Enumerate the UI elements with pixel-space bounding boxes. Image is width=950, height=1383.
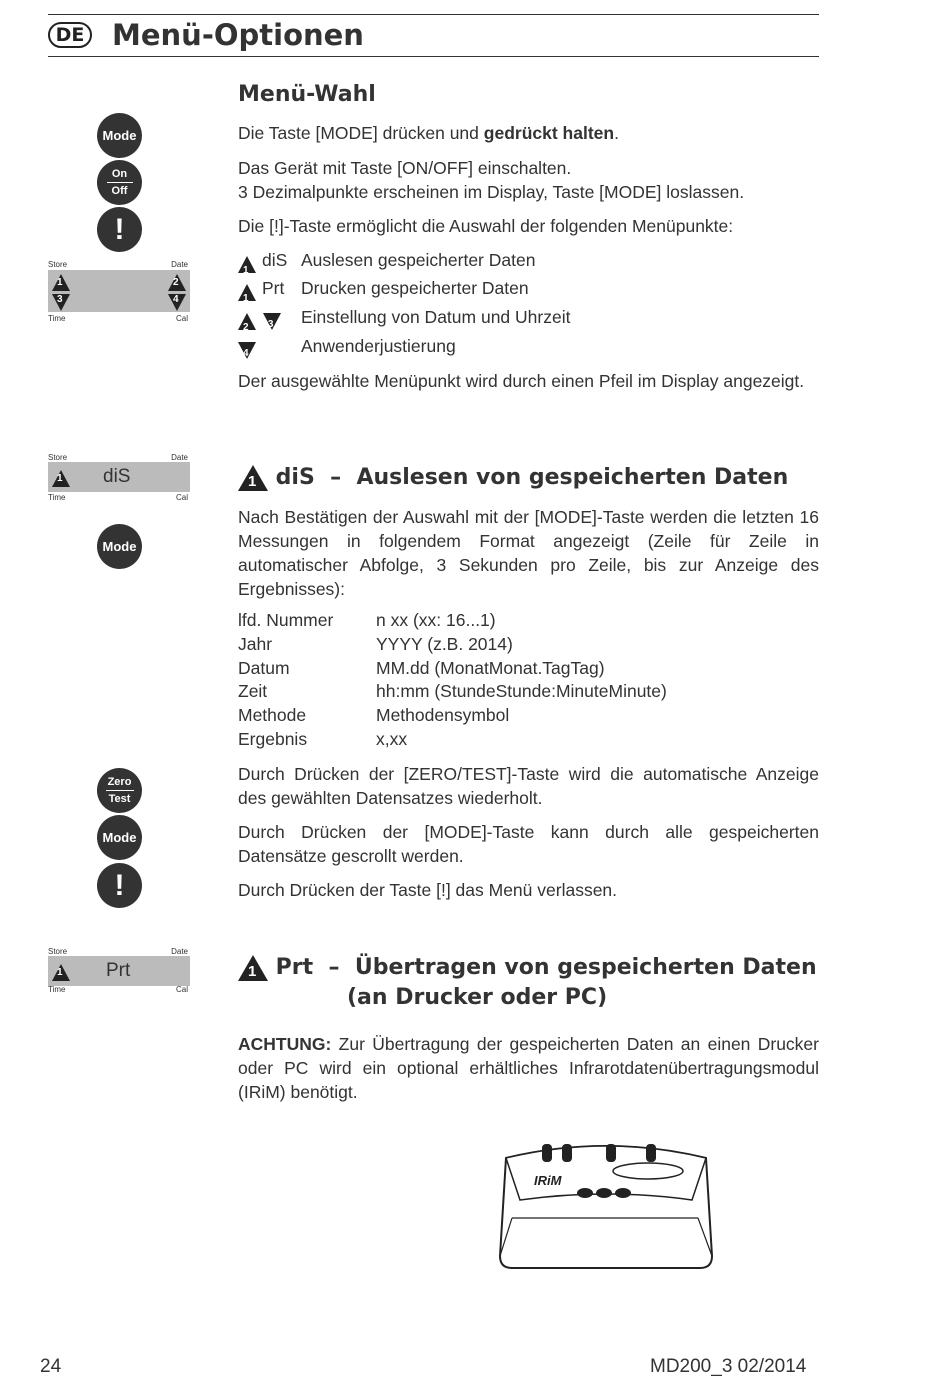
exclamation-button-icon: ! [97,207,142,252]
arrow-down-4-icon: 4 [238,342,256,359]
exclamation-button-icon: ! [97,863,142,908]
display-menu-overview [48,260,190,326]
mode-button-icon: Mode [97,113,142,158]
paragraph-zero-test: Durch Drücken der [ZERO/TEST]-Taste wird die automatische Anzeige des gewählten Datensatzes wiederholt. [238,764,819,808]
section-heading-prt-line2: (an Drucker oder PC) [347,985,608,1010]
display-dis: Store Date 1 diS Time Cal [48,453,188,502]
warning-1-icon: 1 [52,470,70,487]
paragraph-menu-selection: Die [!]-Taste ermöglicht die Auswahl der folgenden Menüpunkte: [238,216,734,236]
irim-label: IRiM [534,1173,562,1188]
header-rule [48,56,819,57]
display-text-prt: Prt [106,960,131,981]
paragraph-press-mode: Die Taste [MODE] drücken und gedrückt halten. [238,123,619,143]
on-off-button-icon: On Off [97,160,142,205]
arrow-up-2-icon: 2 [168,274,186,291]
paragraph-mode-scroll: Durch Drücken der [MODE]-Taste kann durch alle gespeicherten Datensätze gescrollt werden. [238,822,819,866]
warning-1-icon: 1 [238,284,256,301]
zero-test-button-icon: Zero Test [97,768,142,813]
display-panel [48,462,190,492]
paragraph-exit-menu: Durch Drücken der Taste [!] das Menü verlassen. [238,880,618,900]
paragraph-arrow-indicator: Der ausgewählte Menüpunkt wird durch einen Pfeil im Display angezeigt. [238,371,805,391]
mode-button-icon: Mode [97,815,142,860]
paragraph-dis-format: Nach Bestätigen der Auswahl mit der [MODE]-Taste werden die letzten 16 Messungen in folgendem Format angezeigt (Zeile für Zeile in automatischer Abfolge, 3 Sekunden pro Zeile, bis zur Anzeige des Ergebnisses): [238,507,819,599]
page-number: 24 [40,1356,62,1377]
top-rule [48,14,819,15]
warning-2-icon: 2 [238,313,256,330]
display-panel [48,956,190,986]
section-heading-dis: 1 diS – Auslesen von gespeicherten Daten [238,465,788,491]
paragraph-warning: ACHTUNG: Zur Übertragung der gespeicherten Daten an einen Drucker oder PC wird ein optional erhältliches Infrarotdatenübertragungsmodul (IRiM) benötigt. [238,1034,819,1102]
arrow-down-3-icon: 3 [52,294,70,311]
warning-1-icon: 1 [238,256,256,273]
page-title: Menü-Optionen [112,18,364,52]
arrow-down-4-icon: 4 [168,294,186,311]
language-badge: DE [48,22,92,48]
section-heading-prt: 1 Prt – Übertragen von gespeicherten Daten [238,955,817,981]
paragraph-switch-on: Das Gerät mit Taste [ON/OFF] einschalten. [238,158,572,178]
document-id: MD200_3 02/2014 [650,1356,807,1377]
section-heading-menu-wahl: Menü-Wahl [238,82,376,107]
display-prt: Store Date 1 Prt Time Cal [48,947,188,994]
display-panel [48,270,190,312]
paragraph-decimal-points: 3 Dezimalpunkte erscheinen im Display, Taste [MODE] loslassen. [238,182,745,202]
irim-device-illustration [486,1138,726,1274]
display-label-time: Time [48,314,66,323]
warning-1-icon: 1 [238,955,268,981]
arrow-down-3-icon: 3 [263,313,281,330]
mode-button-icon: Mode [97,524,142,569]
display-label-store: Store [48,260,68,269]
warning-1-icon: 1 [52,964,70,981]
display-label-date: Date [171,260,188,269]
arrow-up-1-icon: 1 [52,274,70,291]
display-text-dis: diS [103,466,131,487]
warning-1-icon: 1 [238,465,268,491]
display-label-cal: Cal [175,314,188,323]
